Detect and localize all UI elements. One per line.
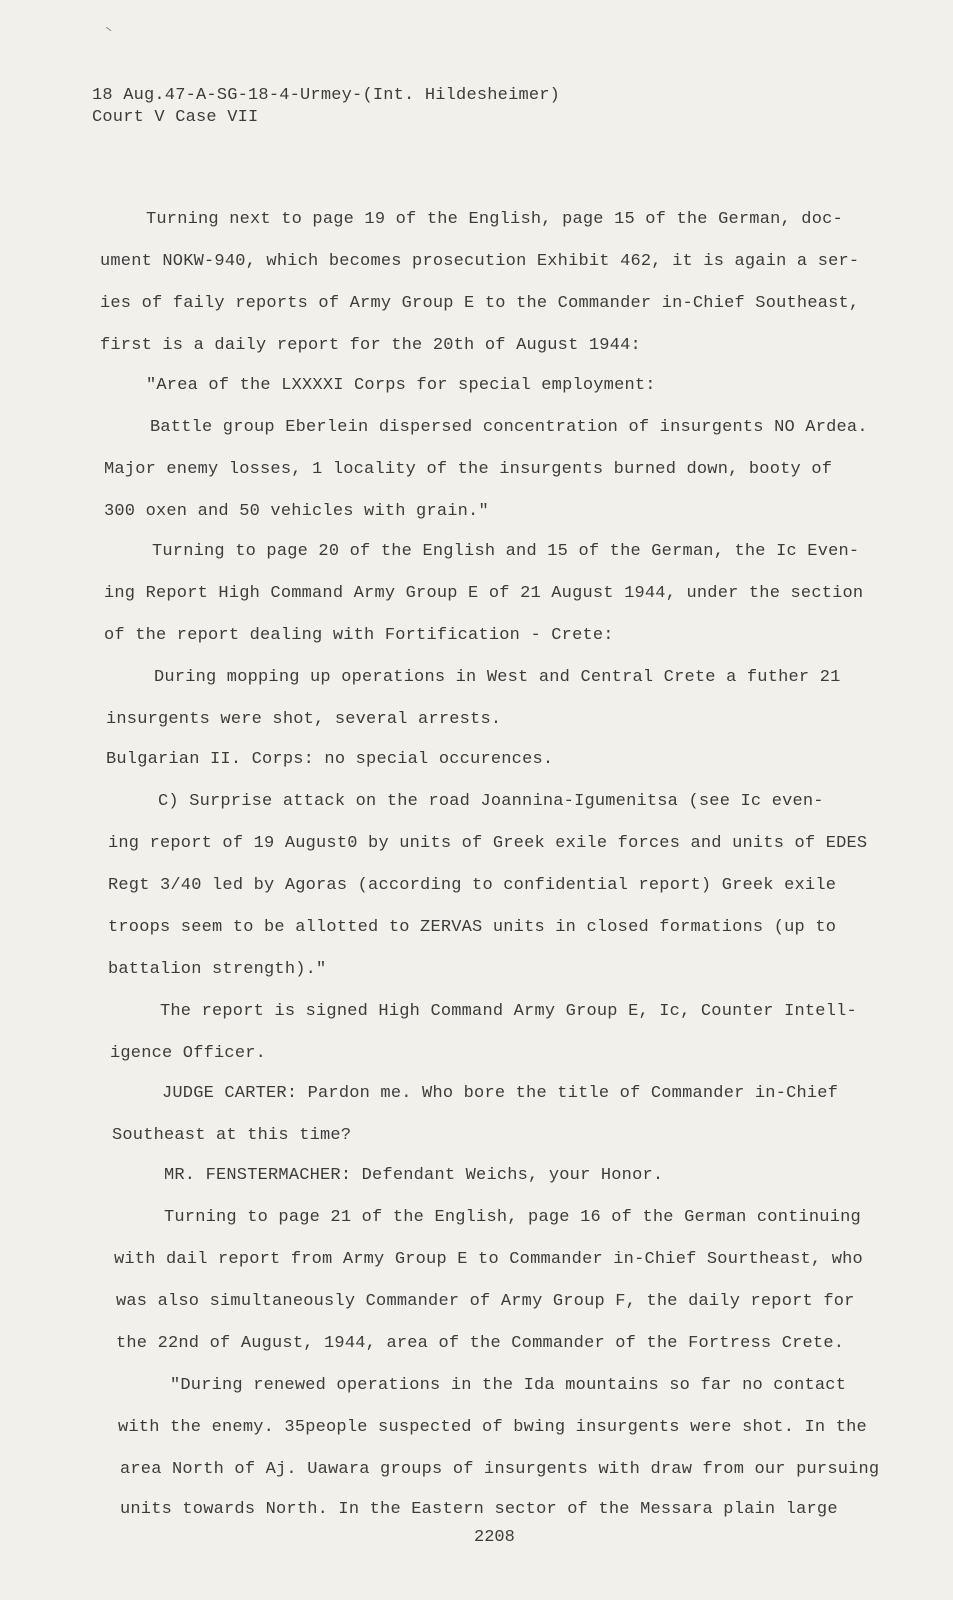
- body-line: MR. FENSTERMACHER: Defendant Weichs, your Honor.: [164, 1166, 664, 1185]
- margin-mark: [103, 27, 112, 36]
- body-line: was also simultaneously Commander of Army Group F, the daily report for: [116, 1292, 855, 1311]
- body-line: ing Report High Command Army Group E of 21 August 1944, under the section: [104, 584, 864, 603]
- body-line: Regt 3/40 led by Agoras (according to confidential report) Greek exile: [108, 876, 837, 895]
- body-line: area North of Aj. Uawara groups of insurgents with draw from our pursuing: [120, 1460, 880, 1479]
- body-line: 300 oxen and 50 vehicles with grain.": [104, 502, 489, 521]
- body-line: troops seem to be allotted to ZERVAS units in closed formations (up to: [108, 918, 837, 937]
- body-line: Turning to page 21 of the English, page 16 of the German continuing: [164, 1208, 861, 1227]
- body-line: units towards North. In the Eastern sector of the Messara plain large: [120, 1500, 838, 1519]
- header-court: Court V Case VII: [92, 108, 259, 127]
- body-line: igence Officer.: [110, 1044, 267, 1063]
- body-line: C) Surprise attack on the road Joannina-Igumenitsa (see Ic even-: [158, 792, 824, 811]
- body-line: During mopping up operations in West and Central Crete a futher 21: [154, 668, 841, 687]
- body-line: ies of faily reports of Army Group E to the Commander in-Chief Southeast,: [100, 294, 860, 313]
- header-reference: 18 Aug.47-A-SG-18-4-Urmey-(Int. Hildesheimer): [92, 86, 561, 105]
- page-number: 2208: [474, 1528, 515, 1547]
- body-line: JUDGE CARTER: Pardon me. Who bore the title of Commander in-Chief: [162, 1084, 839, 1103]
- body-line: "During renewed operations in the Ida mountains so far no contact: [170, 1376, 847, 1395]
- body-line: with the enemy. 35people suspected of bwing insurgents were shot. In the: [118, 1418, 867, 1437]
- body-line: "Area of the LXXXXI Corps for special employment:: [146, 376, 656, 395]
- body-line: ing report of 19 August0 by units of Greek exile forces and units of EDES: [108, 834, 868, 853]
- body-line: Battle group Eberlein dispersed concentration of insurgents NO Ardea.: [150, 418, 868, 437]
- body-line: ument NOKW-940, which becomes prosecution Exhibit 462, it is again a ser-: [100, 252, 860, 271]
- body-line: of the report dealing with Fortification - Crete:: [104, 626, 614, 645]
- body-line: the 22nd of August, 1944, area of the Commander of the Fortress Crete.: [116, 1334, 845, 1353]
- body-line: first is a daily report for the 20th of August 1944:: [100, 336, 641, 355]
- body-line: Major enemy losses, 1 locality of the insurgents burned down, booty of: [104, 460, 833, 479]
- body-line: The report is signed High Command Army Group E, Ic, Counter Intell-: [160, 1002, 857, 1021]
- body-line: Southeast at this time?: [112, 1126, 352, 1145]
- body-line: Turning next to page 19 of the English, page 15 of the German, doc-: [146, 210, 843, 229]
- body-line: battalion strength).": [108, 960, 327, 979]
- body-line: Bulgarian II. Corps: no special occurences.: [106, 750, 554, 769]
- body-line: with dail report from Army Group E to Commander in-Chief Sourtheast, who: [114, 1250, 863, 1269]
- body-line: insurgents were shot, several arrests.: [106, 710, 502, 729]
- body-line: Turning to page 20 of the English and 15 of the German, the Ic Even-: [152, 542, 860, 561]
